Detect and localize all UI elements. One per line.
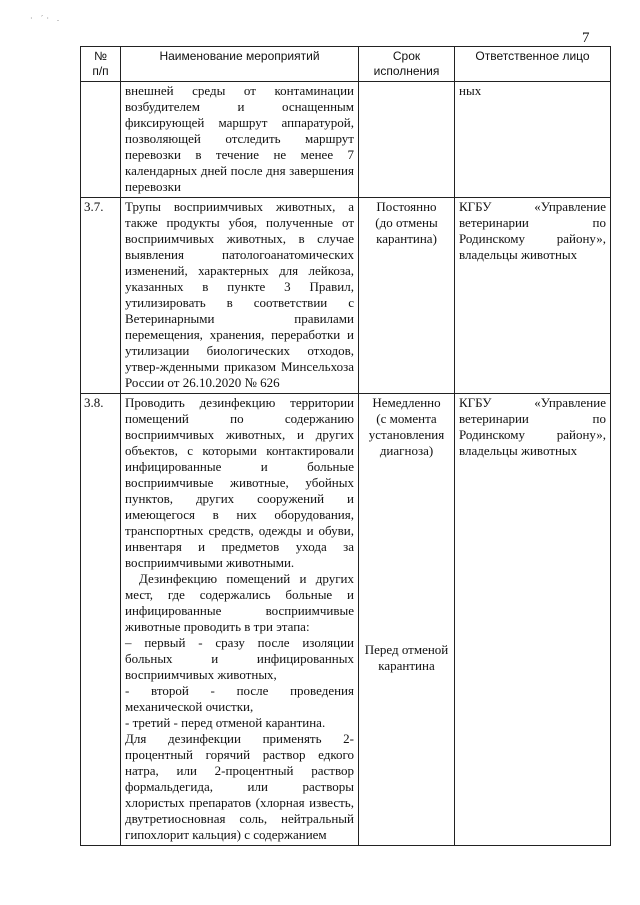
page-number: 7: [582, 30, 590, 46]
row-measure-text: внешней среды от контаминации возбудителем и оснащенным фиксирующей маршрут аппаратурой, позволяющей отследить маршрут перевозки в течение не менее 7 календарных дней после дня завершения перевозки: [121, 82, 359, 198]
header-measure-name: Наименование мероприятий: [121, 47, 359, 82]
measure-paragraph: Для дезинфекции применять 2-процентный горячий раствор едкого натра, или 2-процентный раствор формальдегида, или растворы хлористых препаратов (хлорная известь, двутретиосновная соль, нейтральный гипохлорит кальция) с содержанием: [125, 731, 354, 842]
header-deadline: Срок исполнения: [359, 47, 455, 82]
row-number: 3.8.: [81, 394, 121, 846]
row-responsible: КГБУ «Управление ветеринарии по Родинскому району», владельцы животных: [455, 394, 611, 846]
row-measure-text: [121, 394, 359, 846]
measures-table: [80, 46, 611, 846]
measure-paragraph: Дезинфекцию помещений и других мест, где содержались больные и инфицированные восприимчивые животные проводить в три этапа:: [125, 571, 354, 634]
measure-paragraph: Проводить дезинфекцию территории помещений по содержанию восприимчивых животных, и других объектов, с которыми контактировали инфицированные и больные восприимчивые животные, убойных пунктов, других сооружений и имеющегося в них оборудования, транспортных средств, одежды и обуви, инвентаря и предметов ухода за восприимчивыми животными.: [125, 395, 354, 570]
table-row: [81, 198, 611, 394]
measure-list-item: – первый - сразу после изоляции больных и инфицированных восприимчивых животных,: [125, 635, 354, 682]
deadline-before-quarantine-end: Перед отменой карантина: [364, 642, 449, 673]
row-measure-text: Трупы восприимчивых животных, а также продукты убоя, полученные от восприимчивых животных, в случае выявления патологоанатомических изменений, характерных для лейкоза, указанных в пункте 3 Правил, утилизировать в соответствии с Ветеринарными правилами перемещения, хранения, переработки и утилизации биологических отходов, утвер-жденными приказом Минсельхоза России от 26.10.2020 № 626: [121, 198, 359, 394]
row-responsible: ных: [455, 82, 611, 198]
scan-artifact-mark: · ´· .: [30, 14, 62, 23]
measure-list-item: - второй - после проведения механической очистки,: [125, 683, 354, 714]
table-row: [81, 82, 611, 198]
row-number: [81, 82, 121, 198]
row-deadline: [359, 394, 455, 846]
table-header-row: [81, 47, 611, 82]
header-responsible: Ответственное лицо: [455, 47, 611, 82]
row-responsible: КГБУ «Управление ветеринарии по Родинскому району», владельцы животных: [455, 198, 611, 394]
deadline-immediate: Немедленно (с момента установления диагноза): [368, 395, 445, 458]
deadline-spacer: [363, 459, 450, 642]
header-number: № п/п: [81, 47, 121, 82]
measure-list-item: - третий - перед отменой карантина.: [125, 715, 326, 730]
table-row: [81, 394, 611, 846]
row-deadline: [359, 82, 455, 198]
row-number: 3.7.: [81, 198, 121, 394]
row-deadline: Постоянно (до отмены карантина): [359, 198, 455, 394]
